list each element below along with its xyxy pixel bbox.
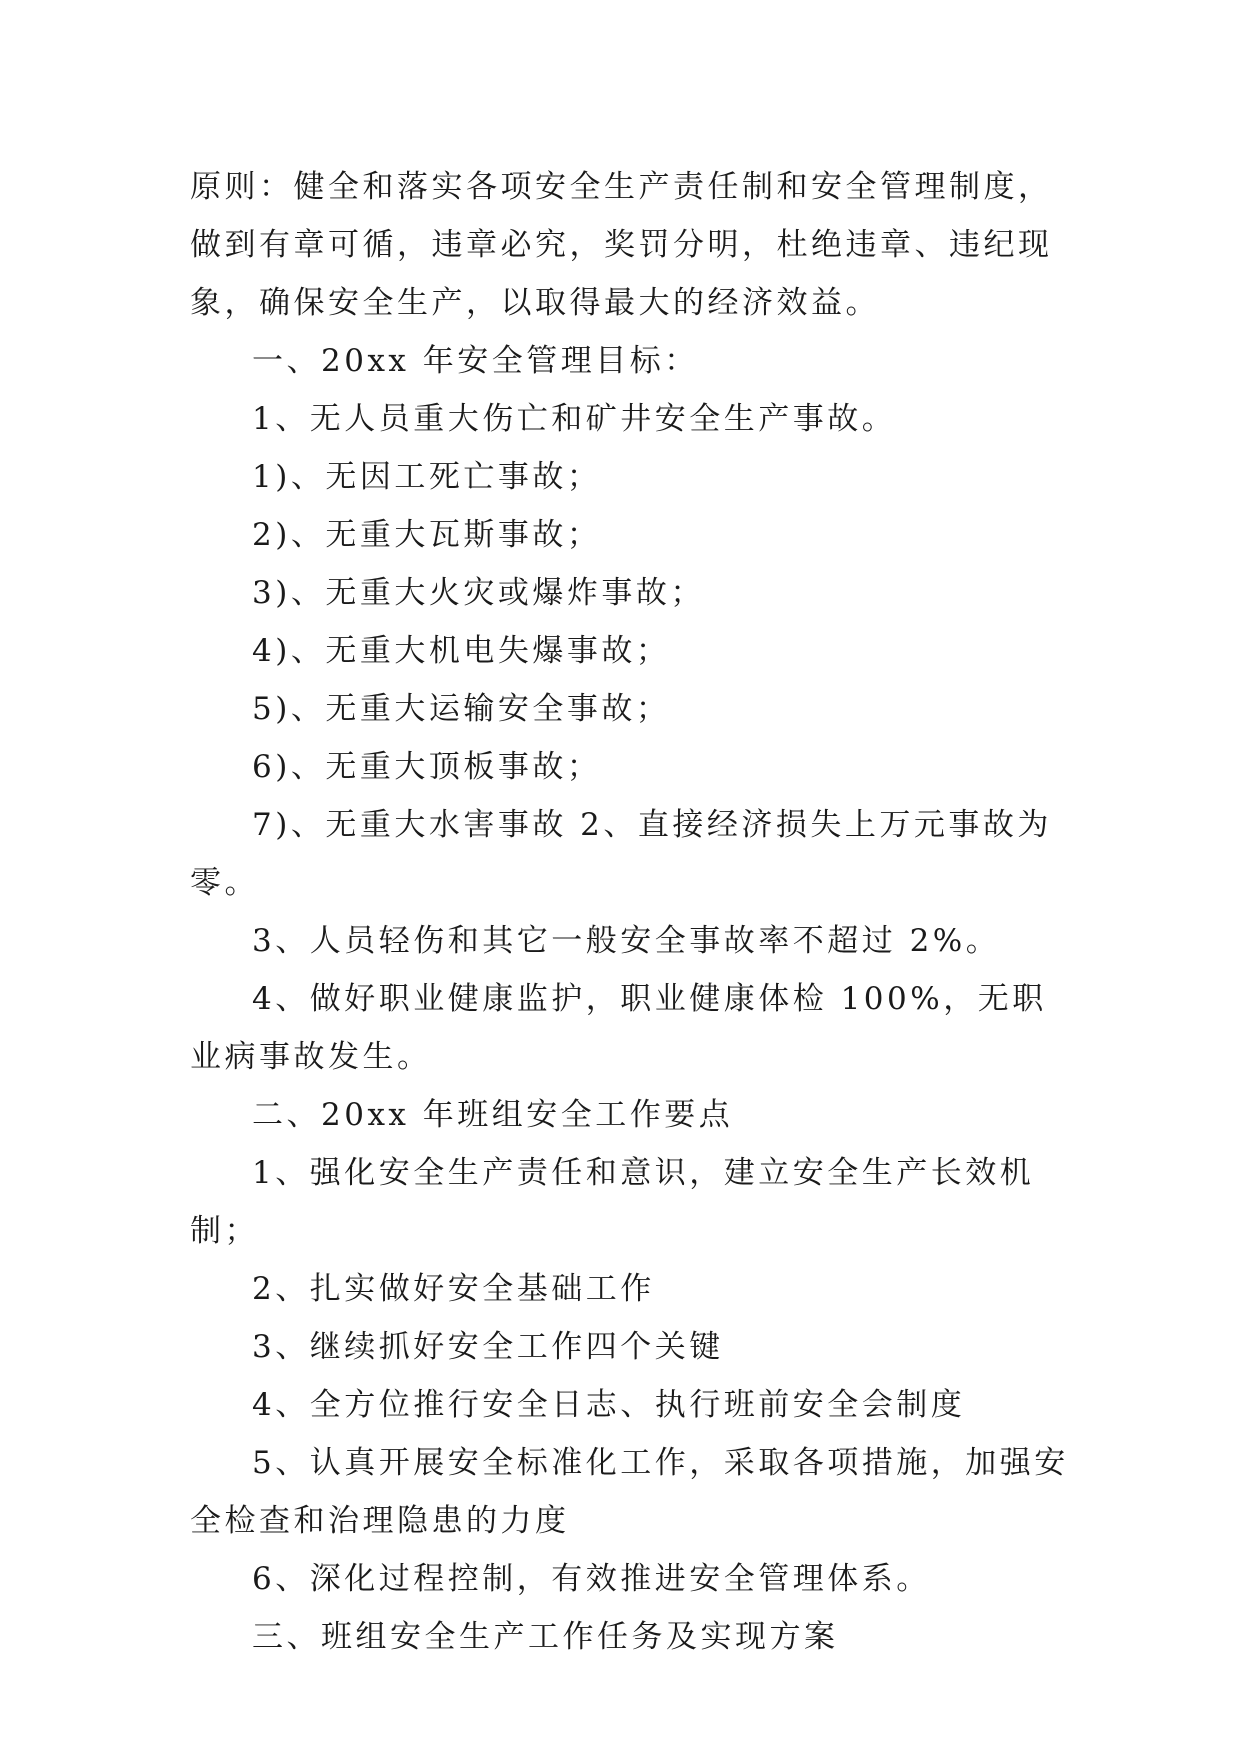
paragraph-principle: 原则：健全和落实各项安全生产责任制和安全管理制度，做到有章可循，违章必究，奖罚分明，杜绝违章、违纪现象，确保安全生产，以取得最大的经济效益。 [190, 169, 1053, 321]
list-item: 6)、无重大顶板事故； [252, 749, 602, 785]
list-item: 4、全方位推行安全日志、执行班前安全会制度 [252, 1387, 966, 1423]
list-item: 6、深化过程控制，有效推进安全管理体系。 [252, 1561, 931, 1597]
list-item: 1、无人员重大伤亡和矿井安全生产事故。 [252, 401, 897, 437]
list-item: 4)、无重大机电失爆事故； [252, 633, 671, 669]
list-item: 1)、无因工死亡事故； [252, 459, 602, 495]
heading-section-3: 三、班组安全生产工作任务及实现方案 [252, 1619, 839, 1655]
list-item: 7)、无重大水害事故 2、直接经济损失上万元事故为零。 [190, 807, 1052, 901]
document-body [190, 158, 1070, 1666]
list-item: 5)、无重大运输安全事故； [252, 691, 671, 727]
list-item: 4、做好职业健康监护，职业健康体检 100%，无职业病事故发生。 [190, 981, 1047, 1075]
list-item: 2)、无重大瓦斯事故； [252, 517, 602, 553]
heading-section-2: 二、20xx 年班组安全工作要点 [252, 1097, 734, 1133]
list-item: 3、继续抓好安全工作四个关键 [252, 1329, 724, 1365]
heading-section-1: 一、20xx 年安全管理目标： [252, 343, 699, 379]
list-item: 3、人员轻伤和其它一般安全事故率不超过 2%。 [252, 923, 1001, 959]
list-item: 5、认真开展安全标准化工作，采取各项措施，加强安全检查和治理隐患的力度 [190, 1445, 1069, 1539]
list-item: 2、扎实做好安全基础工作 [252, 1271, 655, 1307]
list-item: 1、强化安全生产责任和意识，建立安全生产长效机制； [190, 1155, 1035, 1249]
list-item: 3)、无重大火灾或爆炸事故； [252, 575, 705, 611]
